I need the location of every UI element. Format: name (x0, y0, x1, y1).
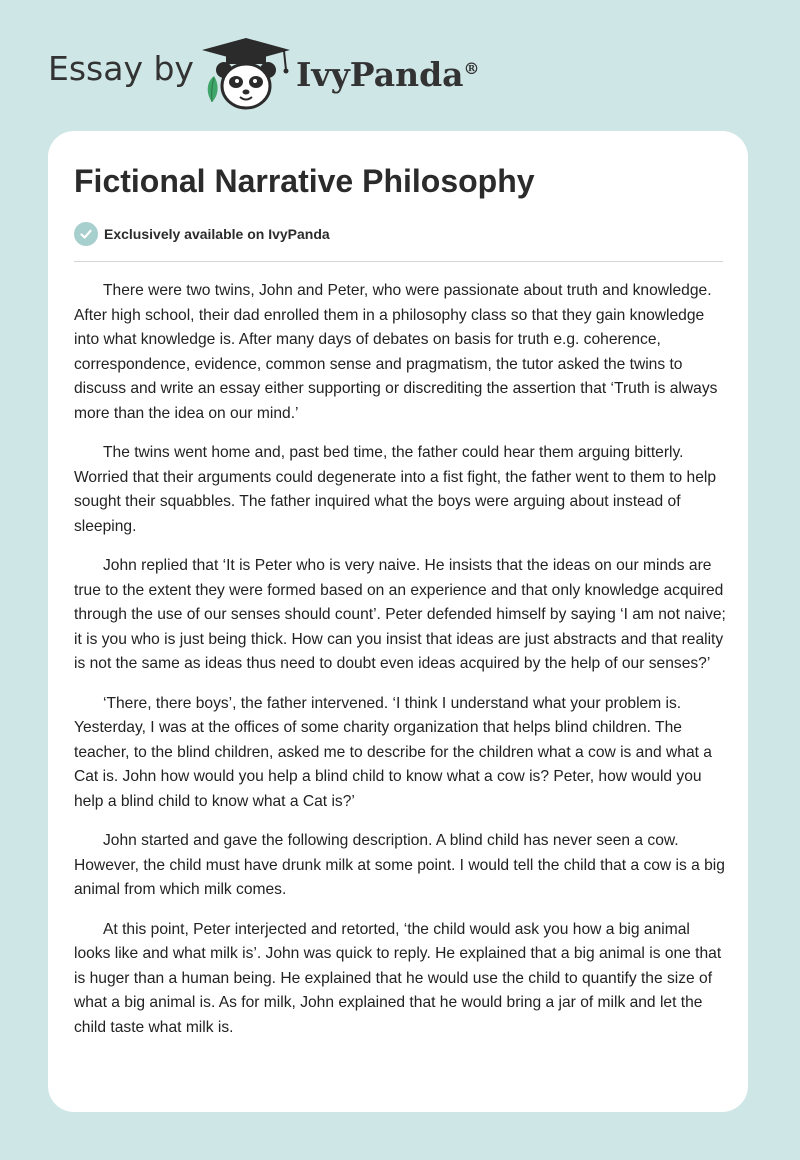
paragraph: John started and gave the following description. A blind child has never seen a cow. However, the child must have drunk milk at some point. I would tell the child that a cow is a big animal from which milk comes. (74, 832, 725, 898)
essay-title: Fictional Narrative Philosophy (74, 163, 535, 199)
paragraph: John replied that ‘It is Peter who is very naive. He insists that the ideas on our minds are true to the extent they were formed based on an experience and that only knowledge acquired through the use of our senses should count’. Peter defended himself by saying ‘I am not naive; it is you who is just being thick. How can you insist that ideas are just abstracts and that reality is not the same as ideas thus need to doubt even ideas acquired by the help of our senses?’ (74, 557, 726, 672)
check-icon (74, 222, 98, 246)
site-header (0, 0, 800, 130)
exclusive-badge (74, 222, 330, 246)
paragraph: At this point, Peter interjected and retorted, ‘the child would ask you how a big animal looks like and what milk is’. John was quick to reply. He explained that a big animal is one that is huger than a human being. He explained that he would use the child to quantify the size of what a big animal is. As for milk, John explained that he would bring a jar of milk and let the child taste what milk is. (74, 920, 722, 1036)
paragraph: The twins went home and, past bed time, the father could hear them arguing bitterly. Worried that their arguments could degenerate into a fist fight, the father went to them to help sought their squabbles. The father inquired what the boys were arguing about instead of sleeping. (74, 444, 717, 535)
essay-card (48, 131, 748, 1112)
paragraph: There were two twins, John and Peter, who were passionate about truth and knowledge. After high school, their dad enrolled them in a philosophy class so that they gain knowledge into what knowledge is. After many days of debates on basis for truth e.g. coherence, correspondence, evidence, common sense and pragmatism, the tutor asked the twins to discuss and write an essay either supporting or discrediting the assertion that ‘Truth is always more than the idea on our mind.’ (74, 282, 718, 422)
essay-body (74, 279, 726, 1055)
brand-prefix: Essay by (48, 49, 194, 88)
paragraph: ‘There, there boys’, the father intervened. ‘I think I understand what your problem is. Yesterday, I was at the offices of some charity organization that helps blind children. The teacher, to the blind children, asked me to describe for the children what a cow is and what a Cat is. John how would you help a blind child to know what a cow is? Peter, how would you help a blind child to know what a Cat is?’ (74, 694, 712, 810)
exclusive-badge-label: Exclusively available on IvyPanda (104, 226, 330, 242)
registered-mark: ® (463, 59, 480, 78)
brand-name[interactable]: IvyPanda® (296, 55, 480, 94)
panda-graduate-icon[interactable] (198, 36, 294, 112)
divider (74, 261, 723, 262)
